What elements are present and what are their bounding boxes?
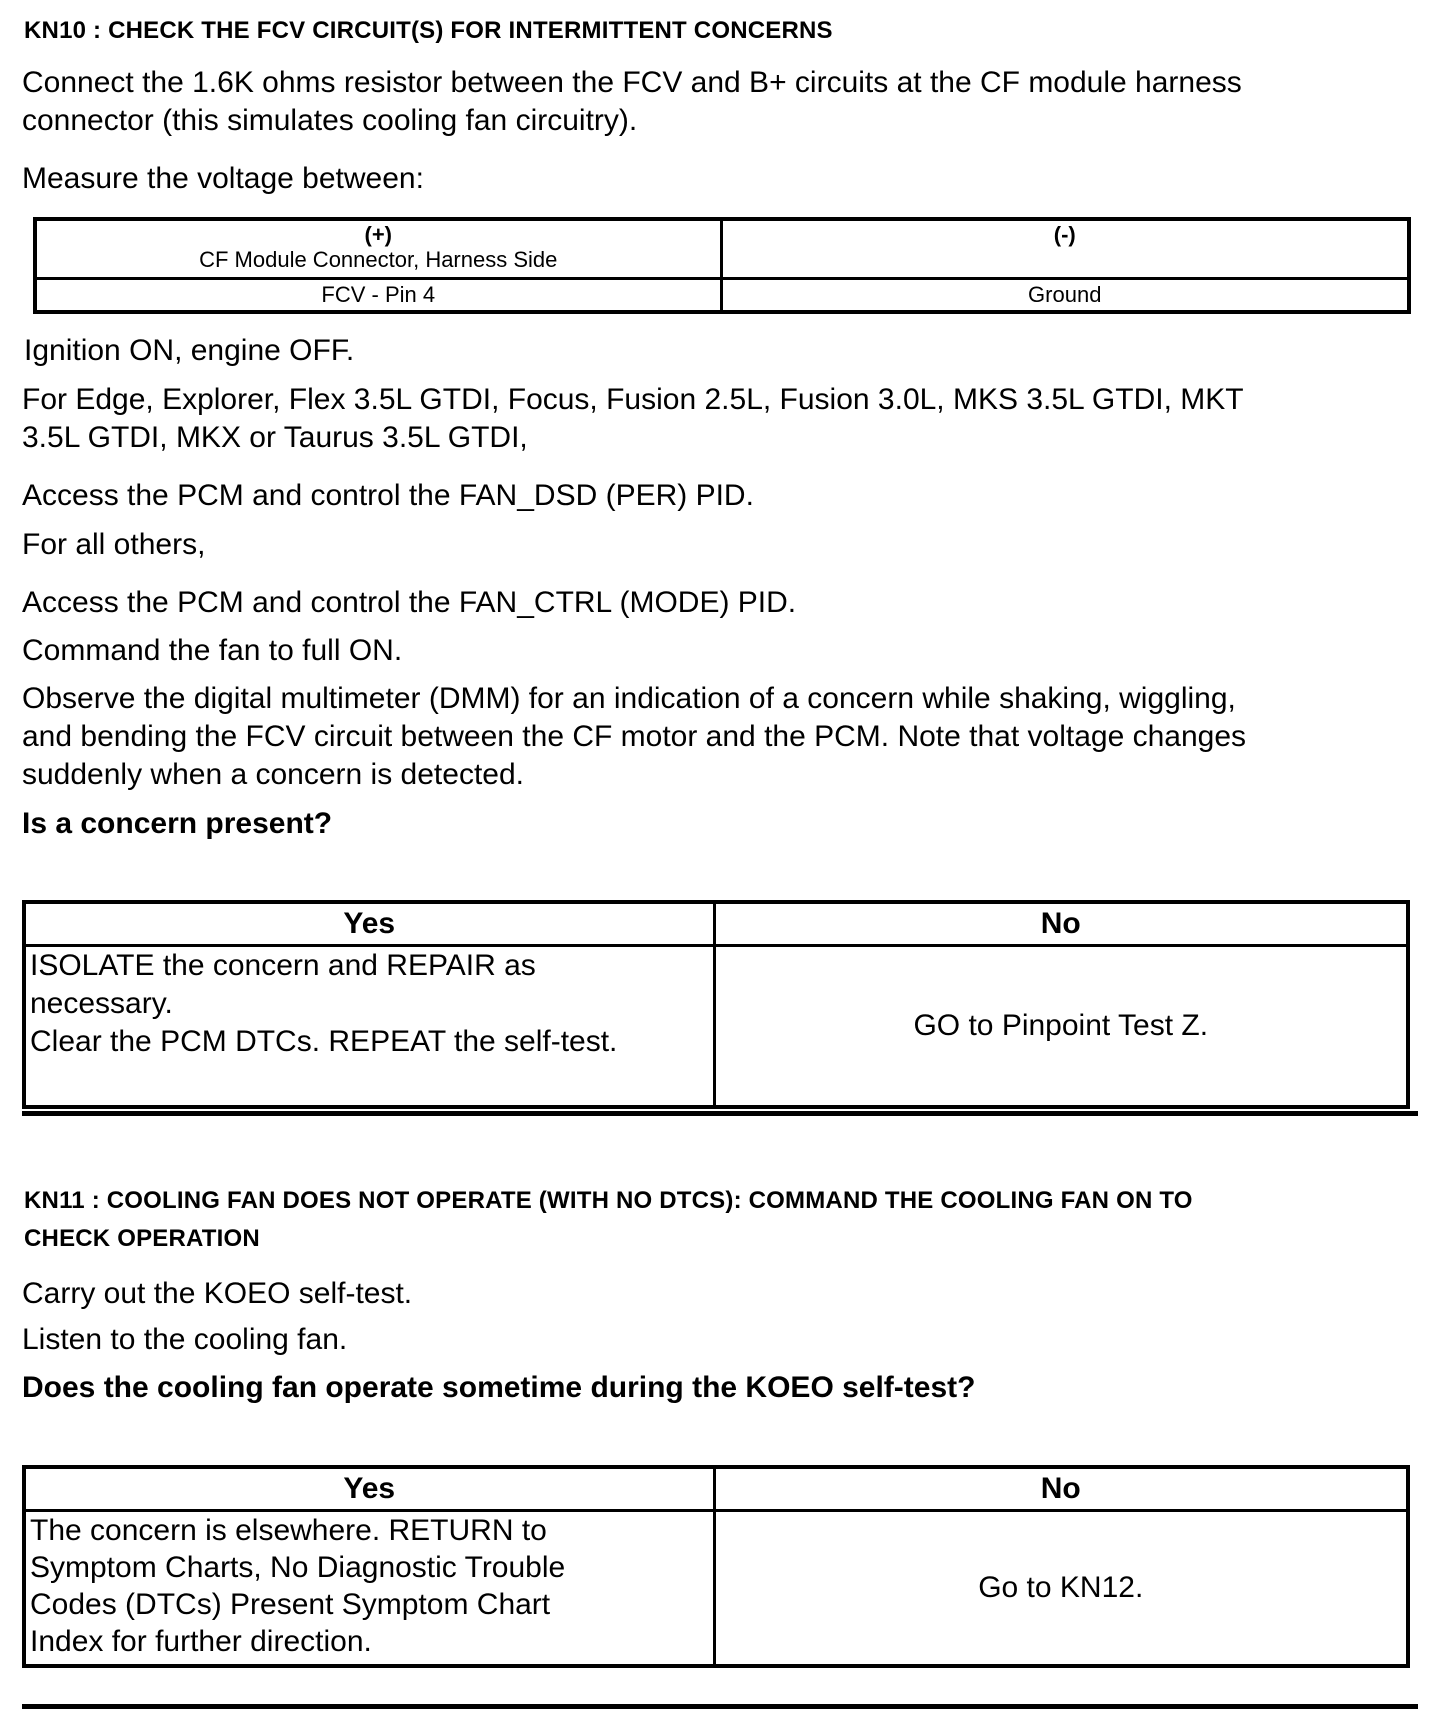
kn11-yes-line1: The concern is elsewhere. RETURN to: [30, 1514, 547, 1547]
kn11-yes-cell: [24, 1511, 714, 1667]
kn11-step1: Carry out the KOEO self-test.: [22, 1277, 413, 1310]
negative-header: (-): [1053, 222, 1076, 247]
kn10-access-dsd: Access the PCM and control the FAN_DSD (PER) PID.: [22, 479, 754, 512]
kn11-heading-line1: KN11 : COOLING FAN DOES NOT OPERATE (WITH NO DTCS): COMMAND THE COOLING FAN ON TO: [24, 1187, 1193, 1214]
kn10-models-line1: For Edge, Explorer, Flex 3.5L GTDI, Focus, Fusion 2.5L, Fusion 3.0L, MKS 3.5L GTDI, MKT: [22, 383, 1244, 416]
kn10-observe-line2: and bending the FCV circuit between the CF motor and the PCM. Note that voltage changes: [22, 720, 1247, 753]
kn11-no-cell: [714, 1511, 1408, 1667]
kn10-yes-line1: ISOLATE the concern and REPAIR as: [30, 949, 536, 982]
kn11-result-table: [22, 1465, 1410, 1668]
kn10-no-cell: [714, 946, 1408, 1108]
kn11-yes-header: Yes: [24, 1467, 714, 1511]
negative-header-cell: [721, 219, 1409, 279]
positive-header-cell: [35, 219, 721, 279]
kn11-result-row: [24, 1511, 1408, 1667]
kn10-result-table: [22, 900, 1410, 1109]
kn10-intro-line2: connector (this simulates cooling fan circuitry).: [22, 104, 638, 137]
kn10-ignition-text: Ignition ON, engine OFF.: [24, 334, 355, 367]
kn10-measure-text: Measure the voltage between:: [22, 162, 424, 195]
kn10-observe-line1: Observe the digital multimeter (DMM) for an indication of a concern while shaking, wiggling,: [22, 682, 1236, 715]
kn10-yes-line2: necessary.: [30, 987, 173, 1020]
kn11-heading-line2: CHECK OPERATION: [24, 1225, 260, 1252]
kn10-yes-cell: [24, 946, 714, 1108]
kn10-models-line2: 3.5L GTDI, MKX or Taurus 3.5L GTDI,: [22, 421, 528, 454]
kn10-result-header-row: [24, 902, 1408, 946]
positive-subheader: CF Module Connector, Harness Side: [199, 247, 558, 272]
kn10-question: Is a concern present?: [22, 807, 333, 840]
kn10-result-row: [24, 946, 1408, 1108]
kn10-intro-line1: Connect the 1.6K ohms resistor between the FCV and B+ circuits at the CF module harness: [22, 66, 1242, 99]
positive-value: FCV - Pin 4: [35, 279, 721, 313]
kn10-no-text: GO to Pinpoint Test Z.: [913, 1009, 1209, 1042]
kn10-observe-line3: suddenly when a concern is detected.: [22, 758, 524, 791]
kn10-for-others: For all others,: [22, 528, 206, 561]
kn10-command-text: Command the fan to full ON.: [22, 634, 403, 667]
measurement-row: [35, 279, 1409, 313]
kn11-question: Does the cooling fan operate sometime during the KOEO self-test?: [22, 1371, 976, 1404]
kn11-yes-line2: Symptom Charts, No Diagnostic Trouble: [30, 1551, 566, 1584]
positive-header: (+): [364, 222, 392, 247]
kn11-yes-line3: Codes (DTCs) Present Symptom Chart: [30, 1588, 551, 1621]
kn11-step2: Listen to the cooling fan.: [22, 1323, 348, 1356]
kn11-result-header-row: [24, 1467, 1408, 1511]
kn11-no-header: No: [714, 1467, 1408, 1511]
measurement-header-row: [35, 219, 1409, 279]
section-divider: [22, 1111, 1418, 1116]
kn10-access-ctrl: Access the PCM and control the FAN_CTRL (MODE) PID.: [22, 586, 797, 619]
kn10-heading: KN10 : CHECK THE FCV CIRCUIT(S) FOR INTERMITTENT CONCERNS: [24, 17, 833, 44]
kn10-yes-line3: Clear the PCM DTCs. REPEAT the self-test.: [30, 1025, 618, 1058]
measurement-table: [33, 217, 1411, 314]
bottom-divider: [22, 1704, 1418, 1709]
kn10-yes-header: Yes: [24, 902, 714, 946]
kn11-yes-line4: Index for further direction.: [30, 1625, 372, 1658]
kn10-no-header: No: [714, 902, 1408, 946]
kn11-no-text: Go to KN12.: [978, 1571, 1144, 1604]
negative-value: Ground: [721, 279, 1409, 313]
